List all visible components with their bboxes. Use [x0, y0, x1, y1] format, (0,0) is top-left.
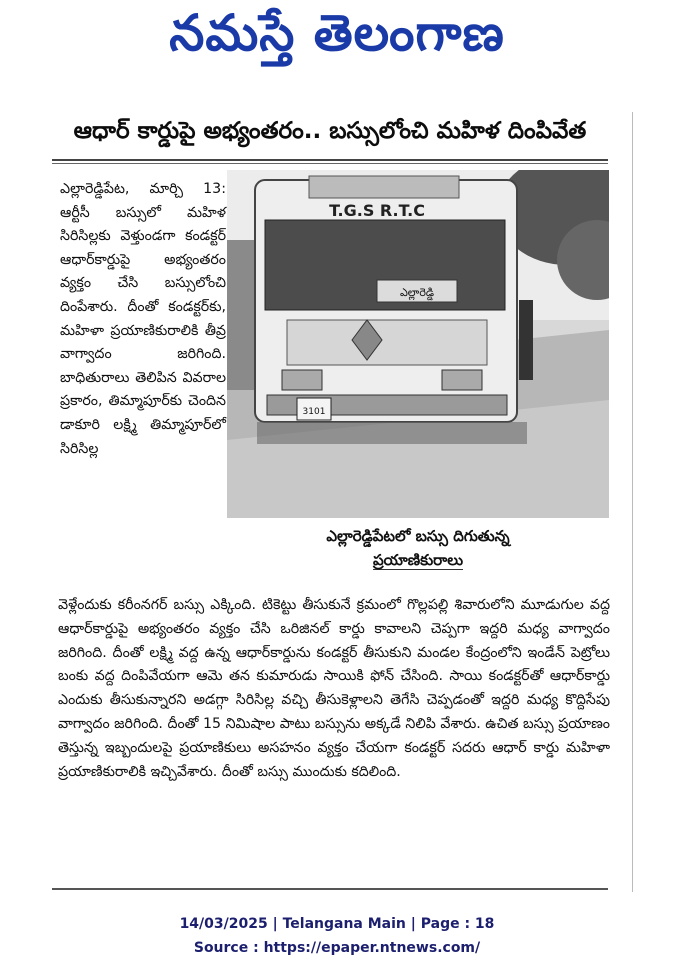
lead-paragraph: ఎల్లారెడ్డిపేట, మార్చి 13: ఆర్టీసీ బస్సులో మహిళ సిరిసిల్లకు వెళ్తుండగా కండక్టర్ ఆధార్‌కార్డుపై అభ్యంతరం వ్యక్తం చేసి బస్సులోంచి దింపేశారు. దీంతో కండక్టర్‌కు, మహిళా ప్రయాణికురాలికి తీవ్ర వాగ్వాదం జరిగింది. బాధితురాలు తెలిపిన వివరాల ప్రకారం, తిమ్మాపూర్‌కు చెందిన డాకూరి లక్ష్మి తిమ్మాపూర్‌లో సిరిసిల్ల [60, 181, 226, 457]
footer-source: Source : https://epaper.ntnews.com/ [193, 940, 481, 956]
footer-date-edition: 14/03/2025 | Telangana Main | Page : 18 [179, 916, 495, 932]
article-photo [227, 170, 609, 518]
headline-rule-thin [52, 163, 608, 164]
bus-plate: 3101 [302, 407, 326, 417]
caption-line-2: ప్రయాణికురాలు [372, 551, 464, 569]
column-divider [632, 112, 633, 892]
article-body [58, 594, 610, 784]
photo-caption [227, 524, 609, 572]
article-headline: ఆధార్ కార్డుపై అభ్యంతరం.. బస్సులోంచి మహిళ దింపివేత [73, 118, 587, 144]
article-lead-column [60, 178, 226, 461]
bus-route-board: ఎల్లారెడ్డి [399, 286, 435, 299]
body-paragraph: వెళ్లేందుకు కరీంనగర్ బస్సు ఎక్కింది. టికెట్టు తీసుకునే క్రమంలో గొల్లపల్లి శివారులోని మూడుగుల వద్ద ఆధార్‌కార్డుపై అభ్యంతరం వ్యక్తం చేసి ఒరిజినల్ కార్డు కావాలని చెప్పగా ఇద్దరి మధ్య వాగ్వాదం జరిగింది. దీంతో లక్ష్మి వద్ద ఉన్న ఆధార్‌కార్డును కండక్టర్ తీసుకుని మండల కేంద్రంలోని ఇండేన్ పెట్రోలు బంకు వద్ద దింపివేయగా ఆమె తన కుమారుడు సాయికి ఫోన్ చేసింది. సాయి కండక్టర్‌తో ఆధార్‌కార్డు ఎందుకు తీసుకున్నారని అడగ్గా సిరిసిల్ల వచ్చి తీసుకెళ్లాలని తెగేసి చెప్పడంతో ఇద్దరి మధ్య కొద్దిసేపు వాగ్వాదం జరిగింది. దీంతో 15 నిమిషాల పాటు బస్సును అక్కడే నిలిపి వేశారు. ఉచిత బస్సు ప్రయాణం తెస్తున్న ఇబ్బందులపై ప్రయాణికులు అసహనం వ్యక్తం చేయగా కండక్టర్ సదరు ఆధార్ కార్డు మహిళా ప్రయాణికురాలికి ఇచ్చివేశారు. దీంతో బస్సు ముందుకు కదిలింది. [58, 597, 610, 780]
caption-line-1: ఎల్లారెడ్డిపేటలో బస్సు దిగుతున్న [326, 527, 510, 545]
bus-front-text: T.G.S R.T.C [329, 201, 425, 220]
headline-rule [52, 159, 608, 161]
bus-photo-illustration [227, 170, 609, 518]
masthead-logo: నమస్తే తెలంగాణ [169, 4, 505, 62]
article-bottom-rule [52, 888, 608, 890]
page-footer [0, 912, 674, 960]
